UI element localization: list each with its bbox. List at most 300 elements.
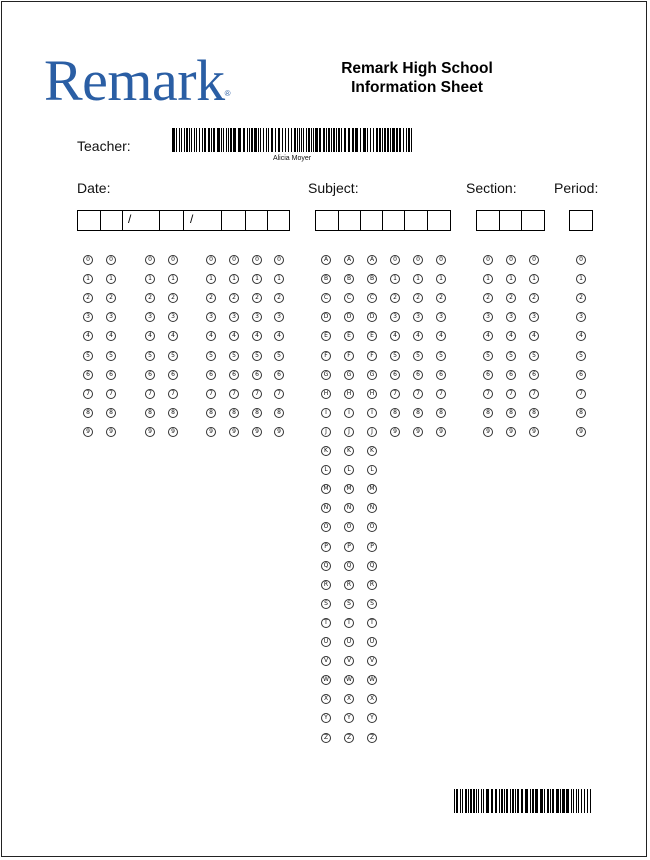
date-bubble[interactable]: 7	[252, 389, 262, 399]
subject-digits-bubble[interactable]: 6	[413, 370, 423, 380]
subject-digits-bubble[interactable]: 0	[436, 255, 446, 265]
subject-letter-bubble[interactable]: B	[367, 274, 377, 284]
subject-digits-bubble[interactable]: 2	[436, 293, 446, 303]
subject-letter-bubble[interactable]: F	[344, 351, 354, 361]
subject-letter-bubble[interactable]: Z	[367, 733, 377, 743]
barcode-bar	[251, 128, 253, 152]
date-bubble[interactable]: 6	[252, 370, 262, 380]
date-bubble[interactable]: 7	[168, 389, 178, 399]
date-bubble[interactable]: 6	[229, 370, 239, 380]
date-bubble[interactable]: 8	[229, 408, 239, 418]
subject-letter-bubble[interactable]: L	[367, 465, 377, 475]
date-bubble[interactable]: 1	[145, 274, 155, 284]
subject-letter-bubble[interactable]: S	[367, 599, 377, 609]
subject-letter-bubble[interactable]: W	[367, 675, 377, 685]
subject-digits-bubble[interactable]: 4	[413, 331, 423, 341]
barcode-bar	[294, 128, 296, 152]
date-bubble[interactable]: 8	[168, 408, 178, 418]
barcode-bar	[495, 789, 497, 813]
subject-digits-bubble[interactable]: 8	[390, 408, 400, 418]
section-bubble[interactable]: 7	[506, 389, 516, 399]
barcode-bar	[228, 128, 229, 152]
date-bubble[interactable]: 4	[145, 331, 155, 341]
barcode-bar	[411, 128, 412, 152]
date-bubble[interactable]: 5	[83, 351, 93, 361]
date-bubble[interactable]: 0	[229, 255, 239, 265]
date-bubble[interactable]: 9	[106, 427, 116, 437]
section-bubble[interactable]: 8	[483, 408, 493, 418]
barcode-bar	[562, 789, 565, 813]
period-bubble[interactable]: 7	[576, 389, 586, 399]
date-bubble[interactable]: 7	[106, 389, 116, 399]
date-bubble[interactable]: 7	[145, 389, 155, 399]
subject-letter-bubble[interactable]: M	[344, 484, 354, 494]
date-bubble[interactable]: 2	[145, 293, 155, 303]
barcode-bar	[285, 128, 286, 152]
barcode-bar	[258, 128, 259, 152]
subject-cell	[338, 211, 339, 230]
date-bubble[interactable]: 0	[83, 255, 93, 265]
subject-digits-bubble[interactable]: 4	[436, 331, 446, 341]
subject-letter-bubble[interactable]: G	[367, 370, 377, 380]
teacher-name: Alicia Moyer	[272, 155, 312, 162]
date-separator: /	[190, 212, 194, 226]
date-bubble[interactable]: 7	[206, 389, 216, 399]
subject-letter-bubble[interactable]: I	[367, 408, 377, 418]
subject-letter-bubble[interactable]: K	[321, 446, 331, 456]
subject-digits-bubble[interactable]: 3	[413, 312, 423, 322]
barcode-bar	[194, 128, 195, 152]
barcode-bar	[525, 789, 528, 813]
subject-letter-bubble[interactable]: J	[321, 427, 331, 437]
subject-letter-bubble[interactable]: S	[321, 599, 331, 609]
subject-digits-bubble[interactable]: 1	[390, 274, 400, 284]
section-bubble[interactable]: 3	[529, 312, 539, 322]
barcode-bar	[373, 128, 374, 152]
barcode-bar	[179, 128, 180, 152]
section-bubble[interactable]: 5	[483, 351, 493, 361]
date-bubble[interactable]: 6	[206, 370, 216, 380]
date-bubble[interactable]: 0	[274, 255, 284, 265]
subject-digits-bubble[interactable]: 1	[436, 274, 446, 284]
section-bubble[interactable]: 7	[529, 389, 539, 399]
section-bubble[interactable]: 9	[483, 427, 493, 437]
barcode-bar	[462, 789, 463, 813]
subject-letter-bubble[interactable]: L	[321, 465, 331, 475]
subject-letter-bubble[interactable]: H	[344, 389, 354, 399]
date-bubble[interactable]: 5	[106, 351, 116, 361]
subject-letter-bubble[interactable]: P	[344, 542, 354, 552]
subject-letter-bubble[interactable]: D	[344, 312, 354, 322]
date-cell	[221, 211, 222, 230]
subject-letter-bubble[interactable]: Q	[367, 561, 377, 571]
date-bubble[interactable]: 9	[145, 427, 155, 437]
section-bubble[interactable]: 6	[529, 370, 539, 380]
subject-letter-bubble[interactable]: E	[344, 331, 354, 341]
barcode-bar	[403, 128, 404, 152]
barcode-bar	[199, 128, 200, 152]
date-bubble[interactable]: 0	[145, 255, 155, 265]
barcode-bar	[275, 128, 276, 152]
subject-letter-bubble[interactable]: Y	[321, 713, 331, 723]
section-bubble[interactable]: 1	[483, 274, 493, 284]
teacher-label: Teacher:	[77, 138, 131, 154]
answer-sheet	[1, 1, 647, 857]
subject-letter-bubble[interactable]: G	[344, 370, 354, 380]
barcode-bar	[454, 789, 455, 813]
subject-letter-bubble[interactable]: L	[344, 465, 354, 475]
remark-logo	[44, 48, 231, 113]
date-bubble[interactable]: 9	[168, 427, 178, 437]
date-bubble[interactable]: 0	[206, 255, 216, 265]
subject-letter-bubble[interactable]: E	[321, 331, 331, 341]
subject-letter-bubble[interactable]: A	[321, 255, 331, 265]
date-cell	[122, 211, 123, 230]
barcode-bar	[460, 789, 461, 813]
date-bubble[interactable]: 5	[206, 351, 216, 361]
subject-digits-bubble[interactable]: 7	[413, 389, 423, 399]
section-bubble[interactable]: 3	[483, 312, 493, 322]
subject-letter-bubble[interactable]: B	[344, 274, 354, 284]
subject-letter-bubble[interactable]: J	[344, 427, 354, 437]
section-bubble[interactable]: 6	[483, 370, 493, 380]
section-bubble[interactable]: 0	[506, 255, 516, 265]
date-bubble[interactable]: 6	[83, 370, 93, 380]
section-bubble[interactable]: 2	[506, 293, 516, 303]
date-bubble[interactable]: 8	[83, 408, 93, 418]
subject-letter-bubble[interactable]: Z	[344, 733, 354, 743]
subject-letter-bubble[interactable]: M	[367, 484, 377, 494]
section-bubble[interactable]: 2	[483, 293, 493, 303]
date-bubble[interactable]: 3	[106, 312, 116, 322]
date-bubble[interactable]: 4	[229, 331, 239, 341]
date-bubble[interactable]: 6	[106, 370, 116, 380]
section-entry-box[interactable]	[476, 210, 545, 231]
barcode-bar	[573, 789, 574, 813]
date-bubble[interactable]: 5	[274, 351, 284, 361]
barcode-bar	[331, 128, 332, 152]
date-bubble[interactable]: 6	[145, 370, 155, 380]
section-bubble[interactable]: 5	[506, 351, 516, 361]
date-bubble[interactable]: 1	[206, 274, 216, 284]
barcode-bar	[590, 789, 591, 813]
subject-digits-bubble[interactable]: 9	[413, 427, 423, 437]
date-bubble[interactable]: 5	[168, 351, 178, 361]
subject-letter-bubble[interactable]: Y	[344, 713, 354, 723]
date-bubble[interactable]: 8	[206, 408, 216, 418]
subject-letter-bubble[interactable]: I	[344, 408, 354, 418]
subject-letter-bubble[interactable]: R	[344, 580, 354, 590]
date-bubble[interactable]: 0	[252, 255, 262, 265]
subject-letter-bubble[interactable]: Y	[367, 713, 377, 723]
date-bubble[interactable]: 7	[83, 389, 93, 399]
date-bubble[interactable]: 3	[206, 312, 216, 322]
barcode-bar	[254, 128, 257, 152]
subject-letter-bubble[interactable]: B	[321, 274, 331, 284]
subject-letter-bubble[interactable]: D	[321, 312, 331, 322]
subject-letter-bubble[interactable]: I	[321, 408, 331, 418]
date-bubble[interactable]: 2	[229, 293, 239, 303]
barcode-bar	[584, 789, 585, 813]
subject-letter-bubble[interactable]: C	[321, 293, 331, 303]
barcode-bar	[396, 128, 398, 152]
section-bubble[interactable]: 8	[529, 408, 539, 418]
date-bubble[interactable]: 4	[252, 331, 262, 341]
subject-letter-bubble[interactable]: F	[321, 351, 331, 361]
period-bubble[interactable]: 4	[576, 331, 586, 341]
section-bubble[interactable]: 0	[483, 255, 493, 265]
period-bubble[interactable]: 2	[576, 293, 586, 303]
subject-letter-bubble[interactable]: C	[344, 293, 354, 303]
date-bubble[interactable]: 2	[274, 293, 284, 303]
subject-digits-bubble[interactable]: 5	[390, 351, 400, 361]
date-bubble[interactable]: 2	[106, 293, 116, 303]
date-bubble[interactable]: 9	[83, 427, 93, 437]
sheet-title	[302, 59, 532, 97]
period-bubble[interactable]: 3	[576, 312, 586, 322]
section-bubble[interactable]: 2	[529, 293, 539, 303]
period-entry-box[interactable]	[569, 210, 593, 231]
subject-letter-bubble[interactable]: X	[344, 694, 354, 704]
barcode-bar	[481, 789, 482, 813]
barcode-bar	[581, 789, 582, 813]
barcode-bar	[176, 128, 177, 152]
barcode-bar	[363, 128, 366, 152]
subject-letter-bubble[interactable]: W	[321, 675, 331, 685]
barcode-bar	[384, 128, 386, 152]
subject-letter-bubble[interactable]: U	[367, 637, 377, 647]
subject-letter-bubble[interactable]: N	[321, 503, 331, 513]
date-bubble[interactable]: 8	[274, 408, 284, 418]
subject-letter-bubble[interactable]: O	[321, 522, 331, 532]
subject-letter-bubble[interactable]: A	[367, 255, 377, 265]
barcode-bar	[571, 789, 572, 813]
subject-digits-bubble[interactable]: 4	[390, 331, 400, 341]
date-bubble[interactable]: 1	[229, 274, 239, 284]
subject-letter-bubble[interactable]: V	[367, 656, 377, 666]
barcode-bar	[266, 128, 267, 152]
subject-digits-bubble[interactable]: 9	[390, 427, 400, 437]
subject-letter-bubble[interactable]: U	[344, 637, 354, 647]
subject-letter-bubble[interactable]: N	[344, 503, 354, 513]
subject-letter-bubble[interactable]: T	[367, 618, 377, 628]
section-cell	[521, 211, 522, 230]
subject-letter-bubble[interactable]: R	[321, 580, 331, 590]
date-bubble[interactable]: 9	[229, 427, 239, 437]
date-bubble[interactable]: 3	[168, 312, 178, 322]
subject-letter-bubble[interactable]: Z	[321, 733, 331, 743]
date-bubble[interactable]: 7	[274, 389, 284, 399]
barcode-bar	[544, 789, 545, 813]
date-bubble[interactable]: 1	[274, 274, 284, 284]
period-bubble[interactable]: 5	[576, 351, 586, 361]
date-bubble[interactable]: 7	[229, 389, 239, 399]
date-bubble[interactable]: 3	[145, 312, 155, 322]
barcode-bar	[282, 128, 283, 152]
date-bubble[interactable]: 8	[252, 408, 262, 418]
barcode-bar	[512, 789, 514, 813]
subject-letter-bubble[interactable]: O	[367, 522, 377, 532]
barcode-bar	[260, 128, 261, 152]
subject-letter-bubble[interactable]: T	[344, 618, 354, 628]
subject-letter-bubble[interactable]: P	[321, 542, 331, 552]
barcode-bar	[319, 128, 321, 152]
subject-digits-bubble[interactable]: 0	[413, 255, 423, 265]
barcode-bar	[532, 789, 534, 813]
section-bubble[interactable]: 9	[529, 427, 539, 437]
date-bubble[interactable]: 4	[168, 331, 178, 341]
subject-letter-bubble[interactable]: Q	[344, 561, 354, 571]
date-bubble[interactable]: 8	[106, 408, 116, 418]
subject-digits-bubble[interactable]: 5	[436, 351, 446, 361]
section-bubble[interactable]: 6	[506, 370, 516, 380]
subject-letter-bubble[interactable]: H	[367, 389, 377, 399]
date-bubble[interactable]: 3	[252, 312, 262, 322]
barcode-bar	[470, 789, 472, 813]
subject-letter-bubble[interactable]: J	[367, 427, 377, 437]
subject-digits-bubble[interactable]: 5	[413, 351, 423, 361]
date-bubble[interactable]: 2	[206, 293, 216, 303]
date-bubble[interactable]: 4	[106, 331, 116, 341]
barcode-bar	[186, 128, 188, 152]
date-bubble[interactable]: 0	[106, 255, 116, 265]
section-bubble[interactable]: 1	[506, 274, 516, 284]
date-entry-box[interactable]	[77, 210, 290, 231]
subject-letter-bubble[interactable]: D	[367, 312, 377, 322]
date-bubble[interactable]: 4	[274, 331, 284, 341]
subject-letter-bubble[interactable]: G	[321, 370, 331, 380]
subject-label: Subject:	[308, 180, 359, 196]
subject-letter-bubble[interactable]: E	[367, 331, 377, 341]
barcode-bar	[313, 128, 314, 152]
date-bubble[interactable]: 9	[274, 427, 284, 437]
date-bubble[interactable]: 0	[168, 255, 178, 265]
subject-letter-bubble[interactable]: M	[321, 484, 331, 494]
subject-digits-bubble[interactable]: 6	[390, 370, 400, 380]
barcode-bar	[233, 128, 236, 152]
date-bubble[interactable]: 1	[252, 274, 262, 284]
date-bubble[interactable]: 2	[168, 293, 178, 303]
barcode-bar	[338, 128, 340, 152]
subject-digits-bubble[interactable]: 7	[390, 389, 400, 399]
subject-letter-bubble[interactable]: R	[367, 580, 377, 590]
subject-digits-bubble[interactable]: 8	[413, 408, 423, 418]
date-bubble[interactable]: 5	[252, 351, 262, 361]
subject-digits-bubble[interactable]: 3	[390, 312, 400, 322]
period-bubble[interactable]: 6	[576, 370, 586, 380]
subject-digits-bubble[interactable]: 1	[413, 274, 423, 284]
section-bubble[interactable]: 5	[529, 351, 539, 361]
section-bubble[interactable]: 9	[506, 427, 516, 437]
date-bubble[interactable]: 3	[229, 312, 239, 322]
subject-letter-bubble[interactable]: F	[367, 351, 377, 361]
subject-digits-bubble[interactable]: 6	[436, 370, 446, 380]
date-bubble[interactable]: 1	[168, 274, 178, 284]
date-bubble[interactable]: 8	[145, 408, 155, 418]
subject-letter-bubble[interactable]: O	[344, 522, 354, 532]
section-bubble[interactable]: 4	[529, 331, 539, 341]
subject-letter-bubble[interactable]: S	[344, 599, 354, 609]
section-bubble[interactable]: 3	[506, 312, 516, 322]
date-bubble[interactable]: 4	[206, 331, 216, 341]
subject-digits-bubble[interactable]: 2	[390, 293, 400, 303]
subject-digits-bubble[interactable]: 8	[436, 408, 446, 418]
barcode-bar	[510, 789, 511, 813]
date-bubble[interactable]: 3	[274, 312, 284, 322]
section-cell	[499, 211, 500, 230]
date-bubble[interactable]: 9	[206, 427, 216, 437]
subject-digits-bubble[interactable]: 9	[436, 427, 446, 437]
period-bubble[interactable]: 8	[576, 408, 586, 418]
period-bubble[interactable]: 1	[576, 274, 586, 284]
barcode-bar	[456, 789, 458, 813]
date-cell	[100, 211, 101, 230]
subject-digits-bubble[interactable]: 3	[436, 312, 446, 322]
barcode-bar	[478, 789, 479, 813]
section-bubble[interactable]: 4	[483, 331, 493, 341]
subject-digits-bubble[interactable]: 2	[413, 293, 423, 303]
barcode-bar	[333, 128, 335, 152]
subject-letter-bubble[interactable]: C	[367, 293, 377, 303]
subject-letter-bubble[interactable]: X	[367, 694, 377, 704]
date-bubble[interactable]: 5	[145, 351, 155, 361]
subject-letter-bubble[interactable]: N	[367, 503, 377, 513]
section-bubble[interactable]: 8	[506, 408, 516, 418]
subject-letter-bubble[interactable]: K	[367, 446, 377, 456]
barcode-bar	[181, 128, 182, 152]
subject-letter-bubble[interactable]: W	[344, 675, 354, 685]
subject-digits-bubble[interactable]: 7	[436, 389, 446, 399]
barcode-bar	[308, 128, 310, 152]
period-bubble[interactable]: 0	[576, 255, 586, 265]
section-bubble[interactable]: 7	[483, 389, 493, 399]
date-bubble[interactable]: 2	[83, 293, 93, 303]
period-bubble[interactable]: 9	[576, 427, 586, 437]
barcode-bar	[501, 789, 503, 813]
section-bubble[interactable]: 1	[529, 274, 539, 284]
subject-letter-bubble[interactable]: V	[321, 656, 331, 666]
date-bubble[interactable]: 6	[274, 370, 284, 380]
date-bubble[interactable]: 5	[229, 351, 239, 361]
barcode-bar	[521, 789, 523, 813]
date-bubble[interactable]: 9	[252, 427, 262, 437]
subject-entry-box[interactable]	[315, 210, 451, 231]
date-bubble[interactable]: 1	[83, 274, 93, 284]
barcode-bar	[552, 789, 554, 813]
date-bubble[interactable]: 1	[106, 274, 116, 284]
subject-digits-bubble[interactable]: 0	[390, 255, 400, 265]
subject-letter-bubble[interactable]: U	[321, 637, 331, 647]
date-bubble[interactable]: 4	[83, 331, 93, 341]
section-bubble[interactable]: 4	[506, 331, 516, 341]
subject-letter-bubble[interactable]: P	[367, 542, 377, 552]
date-bubble[interactable]: 2	[252, 293, 262, 303]
barcode-bar	[336, 128, 337, 152]
subject-letter-bubble[interactable]: H	[321, 389, 331, 399]
subject-letter-bubble[interactable]: K	[344, 446, 354, 456]
date-bubble[interactable]: 3	[83, 312, 93, 322]
date-bubble[interactable]: 6	[168, 370, 178, 380]
subject-letter-bubble[interactable]: Q	[321, 561, 331, 571]
subject-letter-bubble[interactable]: A	[344, 255, 354, 265]
subject-letter-bubble[interactable]: X	[321, 694, 331, 704]
subject-letter-bubble[interactable]: T	[321, 618, 331, 628]
subject-letter-bubble[interactable]: V	[344, 656, 354, 666]
date-cell	[245, 211, 246, 230]
barcode-bar	[202, 128, 203, 152]
section-bubble[interactable]: 0	[529, 255, 539, 265]
barcode-bar	[578, 789, 579, 813]
